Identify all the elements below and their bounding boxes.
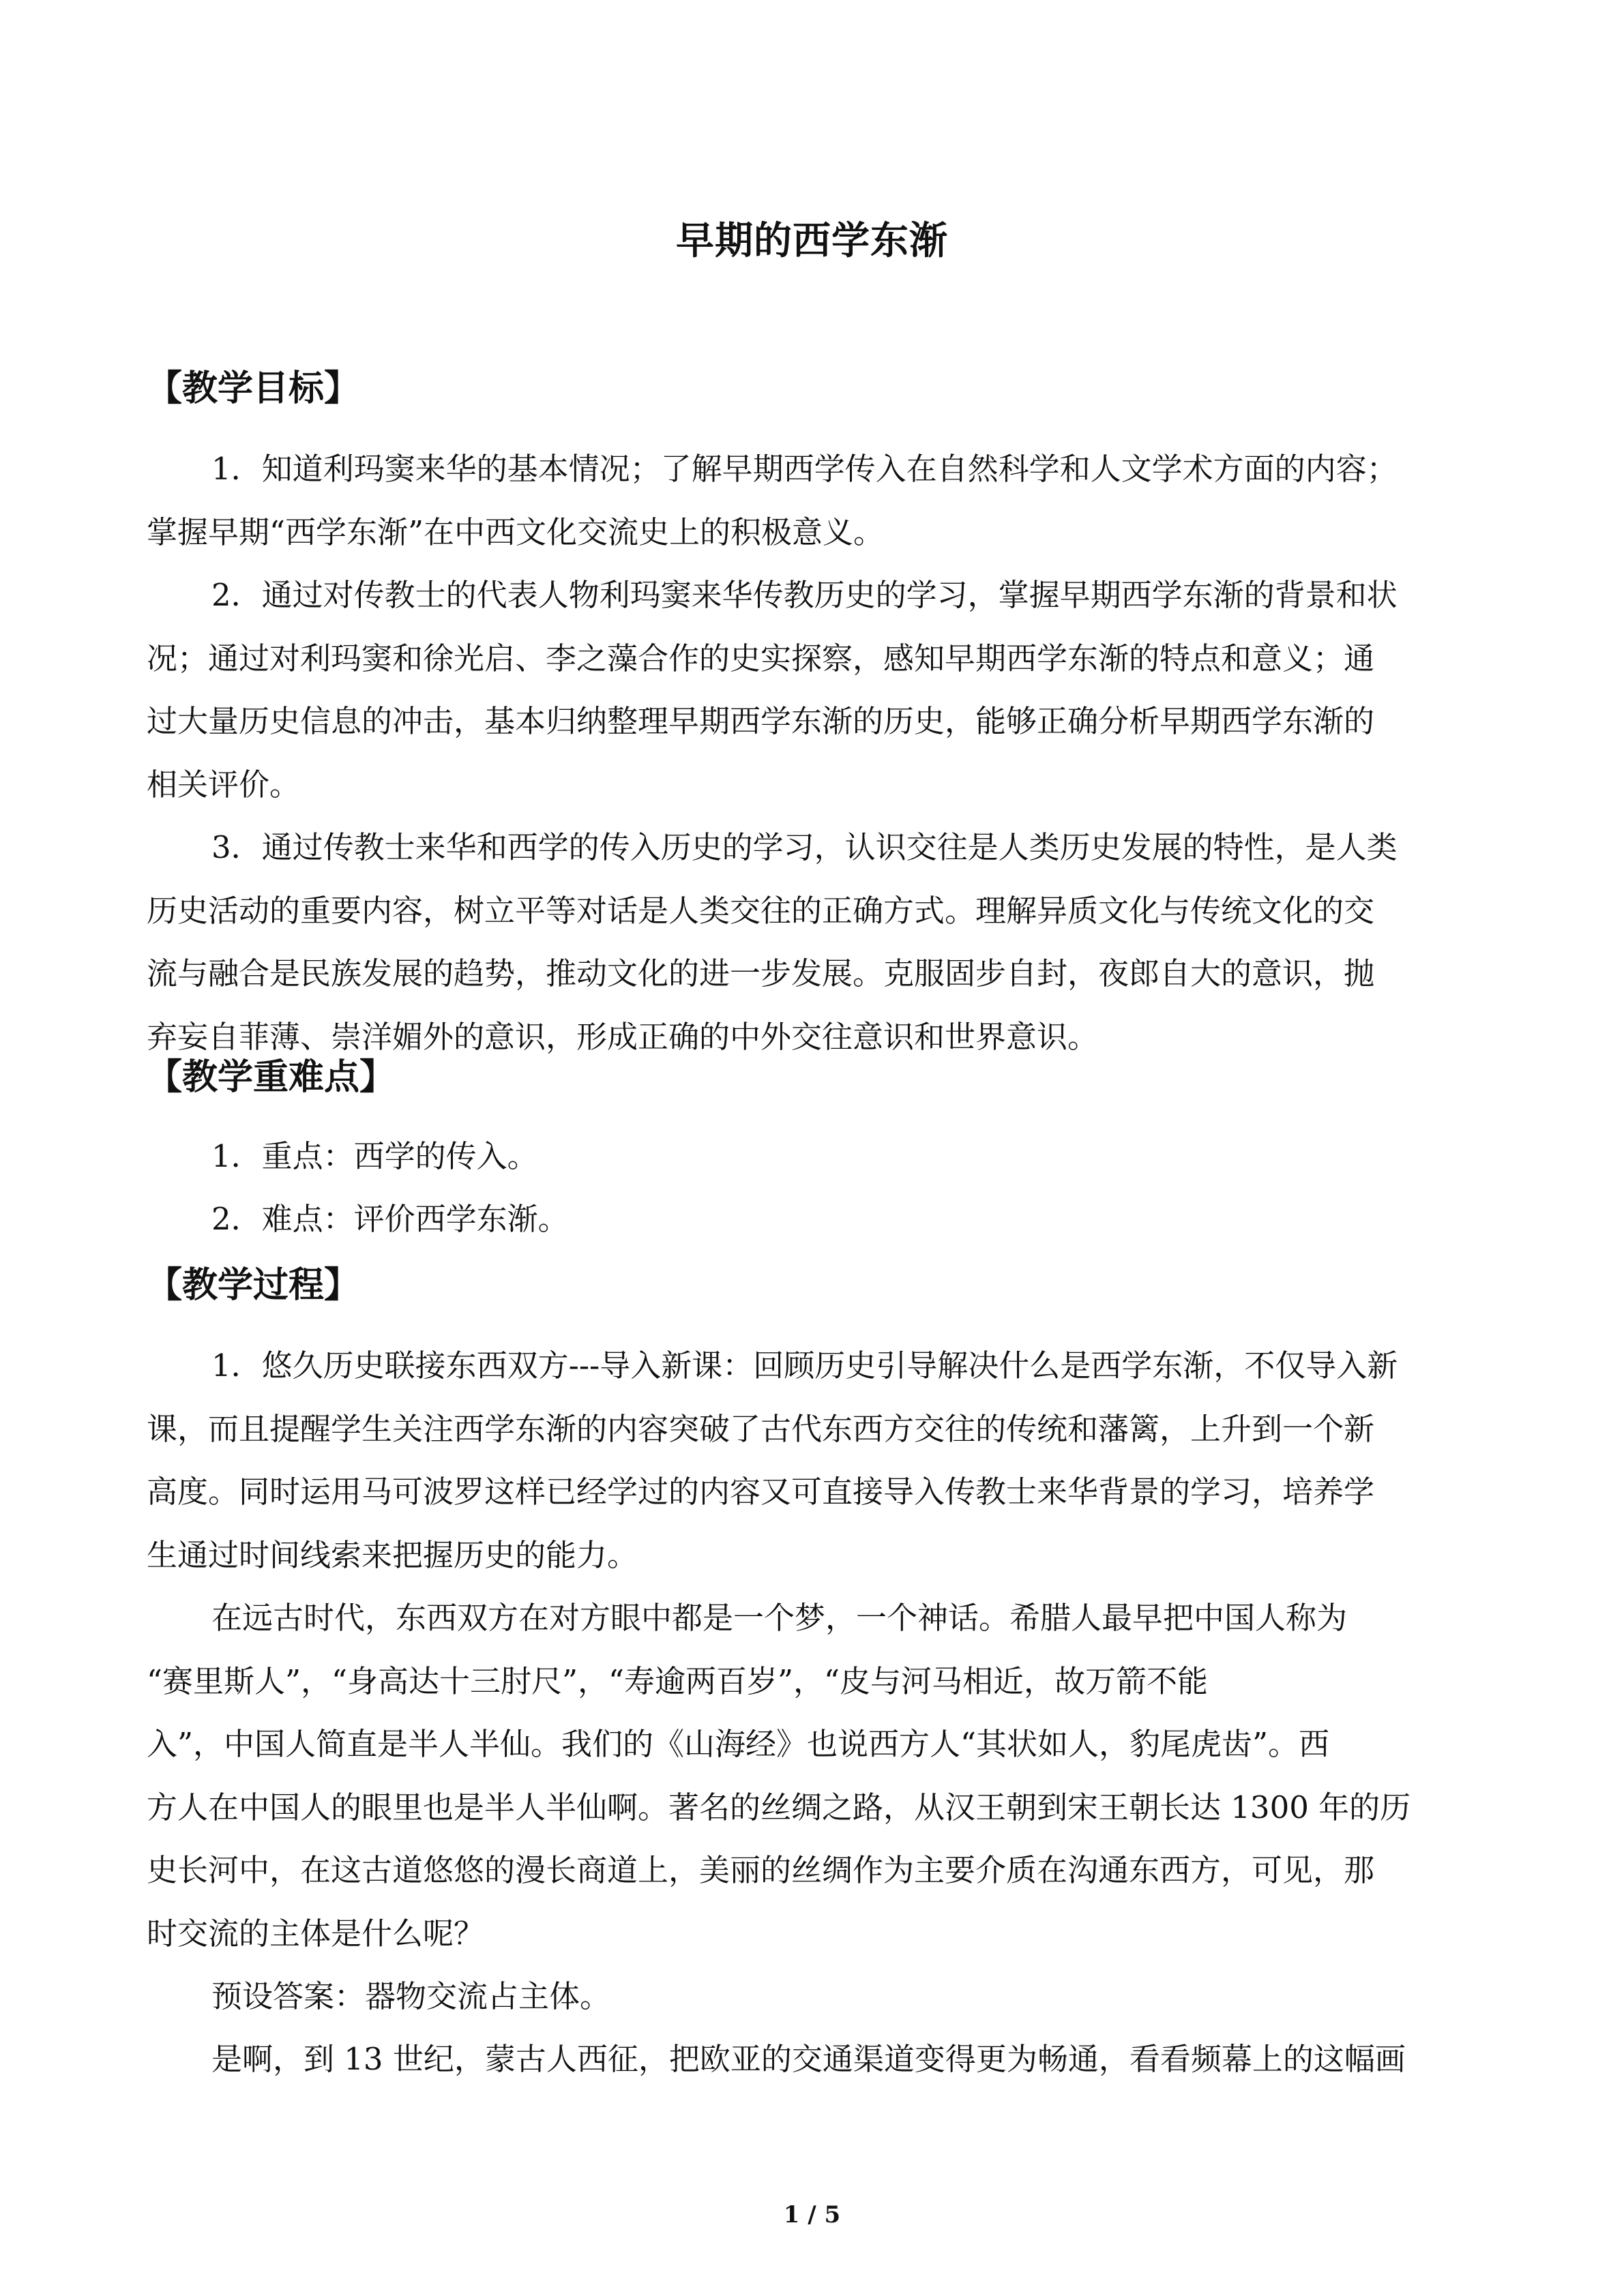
keypoints-item-2: 2．难点：评价西学东渐。 [211, 1201, 569, 1237]
page-title: 早期的西学东渐 [676, 218, 948, 263]
process-paragraph-4: 是啊，到 13 世纪，蒙古人西征，把欧亚的交通渠道变得更为畅通，看看频幕上的这幅画 [211, 2041, 1406, 2077]
heading-key-points: 【教学重难点】 [147, 1056, 396, 1098]
page-number: 1 / 5 [783, 2201, 841, 2228]
heading-teaching-process: 【教学过程】 [147, 1264, 360, 1306]
heading-teaching-goals: 【教学目标】 [147, 368, 360, 409]
process-paragraph-2: 在远古时代，东西双方在对方眼中都是一个梦，一个神话。希腊人最早把中国人称为 “赛里斯人”，“身高达十三肘尺”，“寿逾两百岁”，“皮与河马相近，故万箭不能 入”，中国人简直是半人半仙。我们的《山海经》也说西方人“其状如人，豹尾虎齿”。西 方人在中国人的眼里也是半人半仙啊。著名的丝绸之路，从汉王朝到宋王朝长达 1300 年的历 史长河中，在这古道悠悠的漫长商道上，美丽的丝绸作为主要介质在沟通东西方，可见，那 时交流的主体是什么呢？ [147, 1600, 1411, 1952]
goals-paragraph-3: 3．通过传教士来华和西学的传入历史的学习，认识交往是人类历史发展的特性，是人类 历史活动的重要内容，树立平等对话是人类交往的正确方式。理解异质文化与传统文化的交 流与融合是民族发展的趋势，推动文化的进一步发展。克服固步自封，夜郎自大的意识，抛 弃妄自菲薄、崇洋媚外的意识，形成正确的中外交往意识和世界意识。 [147, 829, 1398, 1055]
keypoints-item-1: 1．重点：西学的传入。 [211, 1138, 538, 1174]
goals-paragraph-1: 1．知道利玛窦来华的基本情况；了解早期西学传入在自然科学和人文学术方面的内容； 掌握早期“西学东渐”在中西文化交流史上的积极意义。 [147, 451, 1398, 550]
goals-paragraph-2: 2．通过对传教士的代表人物利玛窦来华传教历史的学习，掌握早期西学东渐的背景和状 况；通过对利玛窦和徐光启、李之藻合作的史实探察，感知早期西学东渐的特点和意义；通 过大量历史信息的冲击，基本归纳整理早期西学东渐的历史，能够正确分析早期西学东渐的 相关评价。 [147, 577, 1398, 803]
process-paragraph-1: 1．悠久历史联接东西双方---导入新课：回顾历史引导解决什么是西学东渐，不仅导入新 课，而且提醒学生关注西学东渐的内容突破了古代东西方交往的传统和藩篱，上升到一个新 高度。同时运用马可波罗这样已经学过的内容又可直接导入传教士来华背景的学习，培养学 生通过时间线索来把握历史的能力。 [147, 1347, 1398, 1573]
process-paragraph-3: 预设答案：器物交流占主体。 [211, 1978, 611, 2014]
